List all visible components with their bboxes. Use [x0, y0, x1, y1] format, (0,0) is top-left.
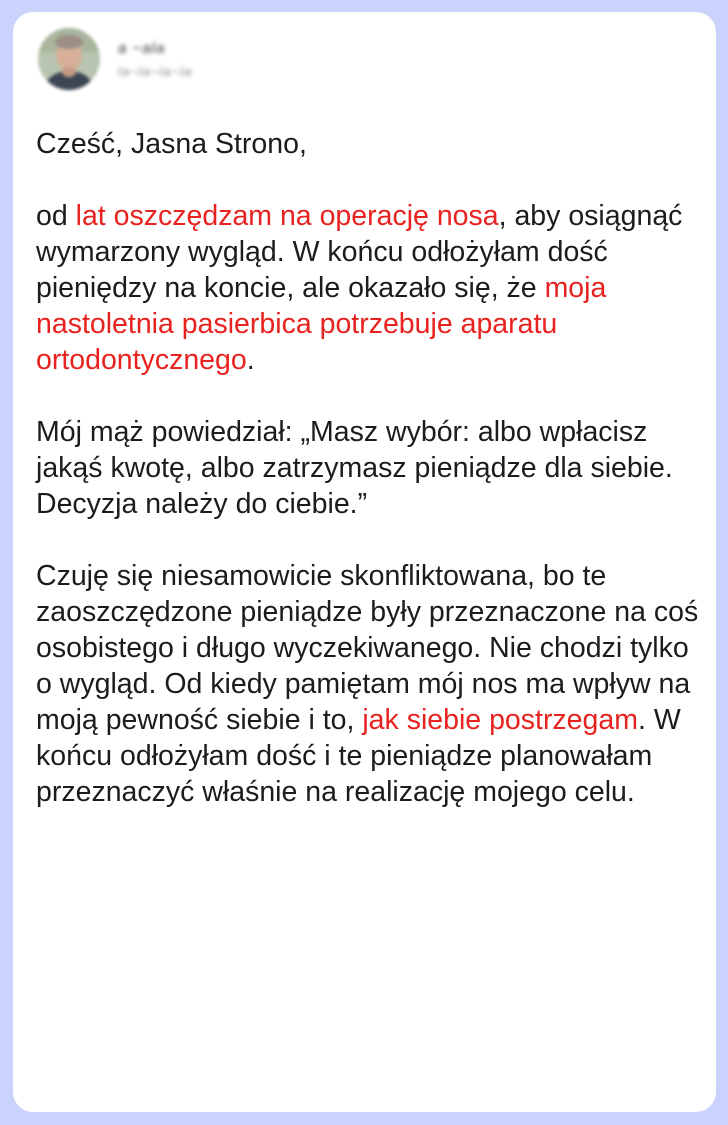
author-handle: la~la~la~la [118, 64, 193, 79]
text-segment: . W końcu odłożyłam dość i te pieniądze planowałam przeznaczyć właśnie na realizację mojego celu. [36, 704, 681, 808]
text-segment: Czuję się niesamowicie skonfliktowana, bo te zaoszczędzone pieniądze były przeznaczone na coś osobistego i długo wyczekiwanego. Nie chodzi tylko o wygląd. Od kiedy pamiętam mój nos ma wpływ na moją pewność siebie i to, [36, 560, 699, 736]
text-segment: , aby osiągnąć wymarzony wygląd. W końcu odłożyłam dość pieniędzy na koncie, ale okazało się, że [36, 200, 683, 304]
post-card [13, 12, 716, 1112]
avatar-image [38, 28, 100, 90]
post-greeting: Cześć, Jasna Strono, [36, 128, 307, 160]
highlighted-text: lat oszczędzam na operację nosa [75, 200, 499, 232]
highlighted-text: moja nastoletnia pasierbica potrzebuje aparatu ortodontycznego [36, 272, 607, 376]
post-text [36, 126, 708, 846]
avatar[interactable] [38, 28, 100, 90]
author-name[interactable]: a ~ala [118, 40, 166, 57]
post-paragraph-1 [36, 198, 708, 378]
post-paragraph-2: Mój mąż powiedział: „Masz wybór: albo wpłacisz jakąś kwotę, albo zatrzymasz pieniądze dla siebie. Decyzja należy do ciebie.” [36, 416, 673, 520]
highlighted-text: jak siebie postrzegam [362, 704, 638, 736]
text-segment: . [246, 344, 255, 376]
post-paragraph-3 [36, 558, 708, 810]
text-segment: od [36, 200, 76, 232]
